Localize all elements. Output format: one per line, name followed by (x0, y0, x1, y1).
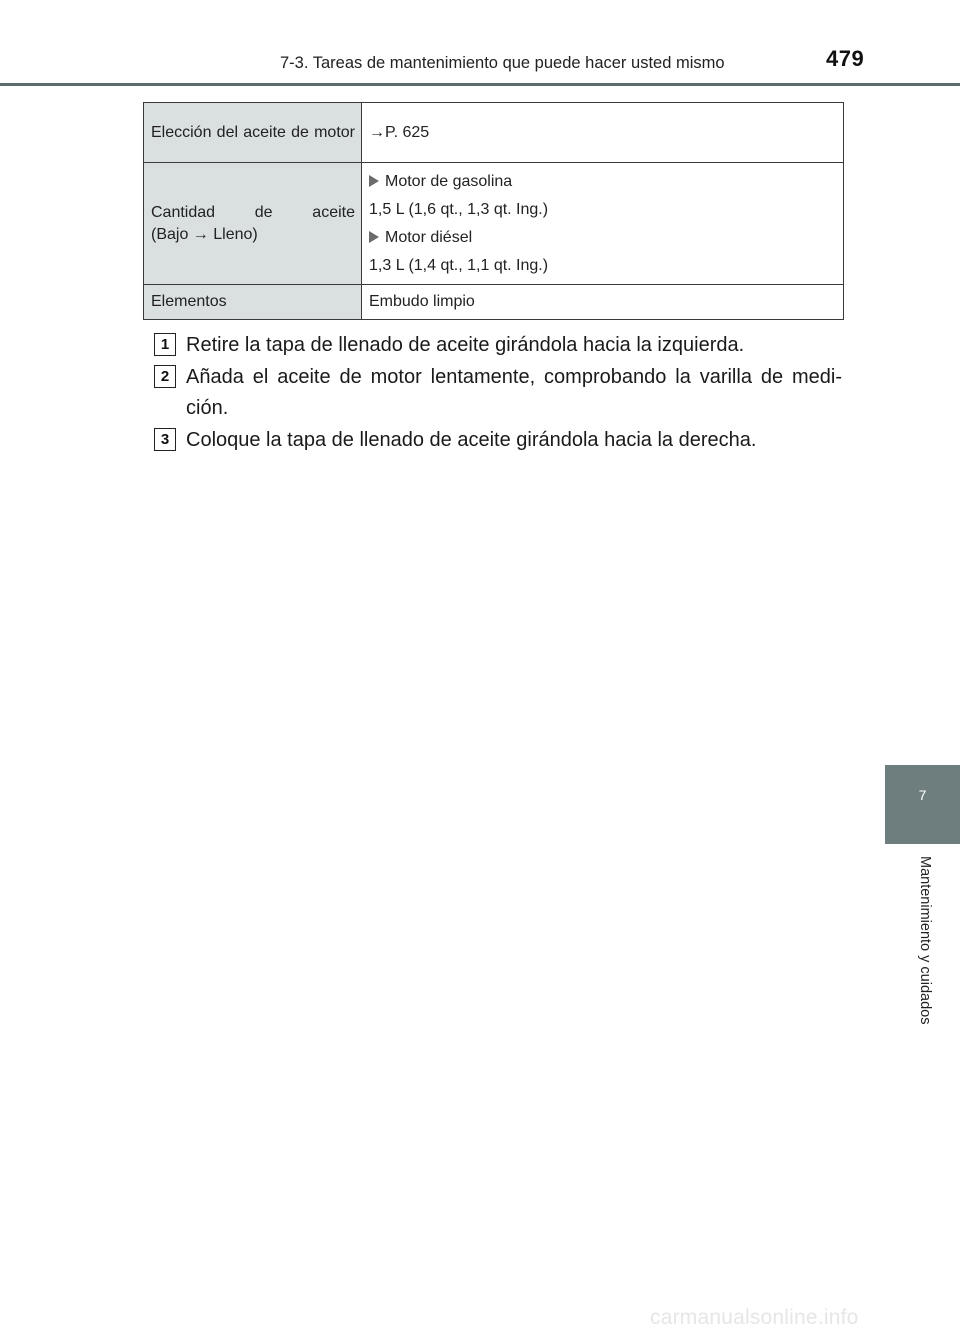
oil-choice-label: Elección del aceite de motor (144, 103, 362, 163)
page-number: 479 (826, 46, 865, 71)
step-text: Coloque la tapa de llenado de aceite girándola hacia la derecha. (186, 429, 757, 451)
items-value: Embudo limpio (362, 285, 844, 320)
gasoline-quantity: 1,5 L (1,6 qt., 1,3 qt. Ing.) (369, 200, 549, 218)
header-section-title: 7-3. Tareas de mantenimiento que puede hacer usted mismo (280, 54, 725, 72)
step-number-badge: 1 (154, 333, 176, 356)
gasoline-heading-text: Motor de gasolina (385, 172, 513, 190)
oil-choice-value: →P. 625 (362, 103, 844, 163)
diesel-heading (369, 227, 835, 249)
items-label: Elementos (144, 285, 362, 320)
step-text-content: Añada el aceite de motor lentamente, comprobando la varilla de medi-ción. (186, 366, 842, 419)
step-number-badge: 2 (154, 365, 176, 388)
gasoline-heading (369, 171, 835, 193)
chapter-label: Mantenimiento y cuidados (917, 856, 933, 1025)
table-row (144, 103, 844, 163)
footer-watermark: carmanualsonline.info (650, 1306, 859, 1329)
step-number-badge: 3 (154, 428, 176, 451)
chapter-number: 7 (918, 787, 927, 803)
step-text: Retire la tapa de llenado de aceite girándola hacia la izquierda. (186, 334, 745, 356)
chapter-tab (885, 765, 960, 844)
oil-quantity-value (362, 163, 844, 285)
oil-quantity-label-line1: Cantidad de aceite (151, 203, 355, 221)
diesel-quantity: 1,3 L (1,4 qt., 1,1 qt. Ing.) (369, 256, 549, 274)
oil-quantity-label-line2: (Bajo → Lleno) (151, 225, 258, 243)
step-text (186, 362, 842, 424)
triangle-bullet-icon (369, 231, 379, 243)
table-row (144, 163, 844, 285)
oil-spec-table (143, 102, 844, 320)
oil-quantity-label (144, 163, 362, 285)
header-rule (0, 83, 960, 86)
diesel-heading-text: Motor diésel (385, 228, 473, 246)
table-row (144, 285, 844, 320)
triangle-bullet-icon (369, 175, 379, 187)
